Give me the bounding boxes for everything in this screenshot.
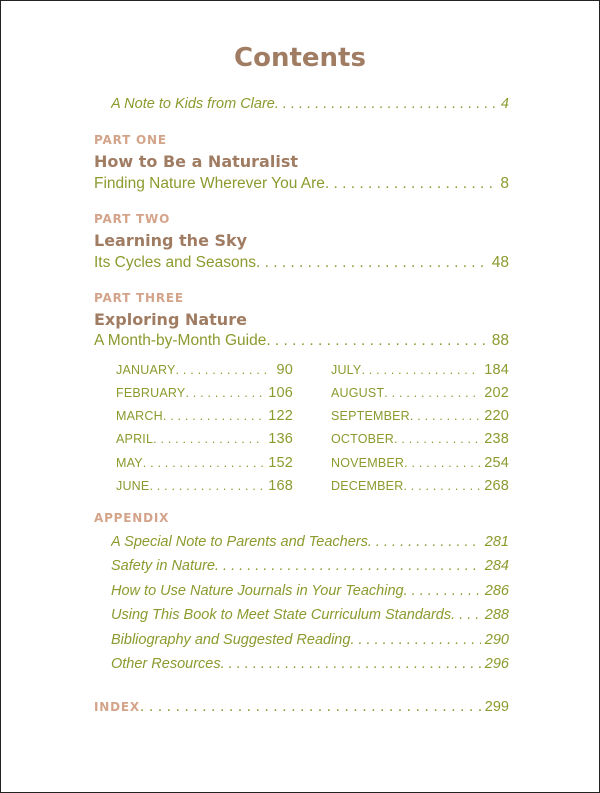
month-entry-march[interactable] [116, 408, 293, 424]
dot-leader [221, 656, 481, 672]
entry-label: FEBRUARY [116, 386, 186, 400]
entry-label: JULY [331, 363, 362, 377]
entry-label: Safety in Nature [111, 558, 215, 574]
appendix-label: APPENDIX [94, 511, 170, 525]
entry-page: 220 [484, 408, 509, 424]
month-entry-january[interactable] [116, 362, 293, 378]
toc-entry-intro[interactable] [111, 96, 509, 112]
entry-label: A Special Note to Parents and Teachers [111, 534, 368, 550]
month-entry-july[interactable] [331, 362, 509, 378]
entry-label: DECEMBER [331, 479, 404, 493]
entry-label: JANUARY [116, 363, 176, 377]
dot-leader [361, 363, 480, 377]
entry-page: 281 [484, 534, 509, 550]
month-entry-september[interactable] [331, 408, 509, 424]
entry-page: 184 [484, 362, 509, 378]
entry-page: 288 [484, 607, 509, 623]
dot-leader [403, 479, 480, 493]
dot-leader [410, 409, 480, 423]
entry-page: 254 [484, 455, 509, 471]
entry-label: INDEX [94, 700, 140, 714]
entry-label: MARCH [116, 409, 163, 423]
dot-leader [140, 698, 481, 716]
dot-leader [384, 386, 480, 400]
entry-label: Its Cycles and Seasons [94, 254, 256, 271]
entry-page: 238 [484, 431, 509, 447]
entry-page: 290 [484, 632, 509, 648]
entry-label: Using This Book to Meet State Curriculum Standards [111, 607, 452, 623]
entry-page: 8 [500, 175, 509, 192]
appendix-entry[interactable] [111, 632, 509, 648]
appendix-entry[interactable] [111, 583, 509, 599]
entry-label: Bibliography and Suggested Reading [111, 632, 351, 648]
entry-page: 90 [276, 362, 293, 378]
part-label: PART ONE [94, 133, 167, 147]
appendix-entry[interactable] [111, 558, 509, 574]
part-title: Learning the Sky [94, 231, 248, 250]
entry-label: Finding Nature Wherever You Are [94, 175, 325, 192]
toc-entry-part-two[interactable] [94, 254, 509, 272]
entry-label: How to Use Nature Journals in Your Teaching [111, 583, 404, 599]
entry-label: OCTOBER [331, 432, 394, 446]
entry-page: 168 [268, 478, 293, 494]
entry-page: 286 [484, 583, 509, 599]
dot-leader [149, 479, 264, 493]
dot-leader [215, 558, 481, 574]
dot-leader [256, 254, 488, 272]
month-entry-may[interactable] [116, 455, 293, 471]
dot-leader [325, 175, 496, 193]
month-entry-june[interactable] [116, 478, 293, 494]
month-entry-november[interactable] [331, 455, 509, 471]
entry-label: NOVEMBER [331, 456, 405, 470]
entry-label: Other Resources [111, 656, 221, 672]
dot-leader [404, 456, 480, 470]
dot-leader [275, 96, 497, 112]
toc-entry-part-three[interactable] [94, 332, 509, 350]
part-label: PART THREE [94, 291, 184, 305]
entry-page: 136 [268, 431, 293, 447]
entry-label: AUGUST [331, 386, 385, 400]
entry-page: 296 [484, 656, 509, 672]
entry-label: APRIL [116, 432, 154, 446]
entry-page: 106 [268, 385, 293, 401]
part-title: Exploring Nature [94, 310, 247, 329]
entry-page: 152 [268, 455, 293, 471]
entry-page: 122 [268, 408, 293, 424]
dot-leader [163, 409, 264, 423]
appendix-entry[interactable] [111, 534, 509, 550]
part-label: PART TWO [94, 212, 171, 226]
dot-leader [368, 534, 481, 550]
month-entry-august[interactable] [331, 385, 509, 401]
entry-page: 284 [484, 558, 509, 574]
toc-entry-part-one[interactable] [94, 175, 509, 193]
entry-label: MAY [116, 456, 143, 470]
dot-leader [153, 432, 264, 446]
entry-label: A Month-by-Month Guide [94, 332, 267, 349]
entry-page: 88 [491, 332, 509, 349]
part-title: How to Be a Naturalist [94, 152, 298, 171]
month-entry-april[interactable] [116, 431, 293, 447]
entry-page: 48 [491, 254, 509, 271]
dot-leader [394, 432, 480, 446]
dot-leader [451, 607, 481, 623]
month-entry-october[interactable] [331, 431, 509, 447]
entry-page: 202 [484, 385, 509, 401]
entry-label: JUNE [116, 479, 150, 493]
entry-label: A Note to Kids from Clare [111, 96, 275, 112]
dot-leader [350, 632, 480, 648]
toc-entry-index[interactable] [94, 698, 509, 716]
dot-leader [185, 386, 264, 400]
dot-leader [404, 583, 481, 599]
dot-leader [266, 332, 487, 350]
page-title: Contents [234, 43, 366, 73]
entry-label: SEPTEMBER [331, 409, 410, 423]
appendix-entry[interactable] [111, 607, 509, 623]
dot-leader [176, 363, 273, 377]
entry-page: 268 [484, 478, 509, 494]
appendix-entry[interactable] [111, 656, 509, 672]
entry-page: 299 [484, 699, 509, 715]
month-entry-february[interactable] [116, 385, 293, 401]
entry-page: 4 [500, 96, 509, 112]
month-entry-december[interactable] [331, 478, 509, 494]
dot-leader [143, 456, 264, 470]
